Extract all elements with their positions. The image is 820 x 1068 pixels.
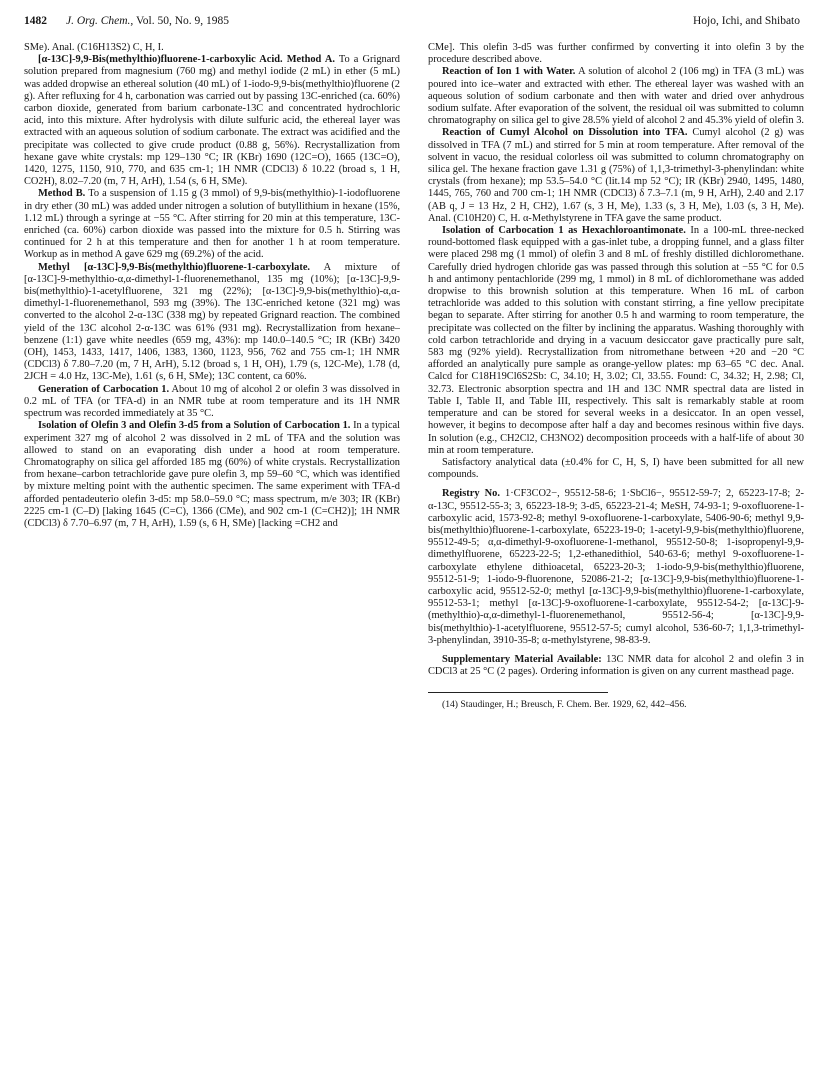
paragraph-text: SMe). Anal. (C16H13S2) C, H, I.: [24, 42, 164, 53]
footnote-rule: [428, 692, 608, 693]
left-column: [24, 42, 400, 1052]
paragraph-text: About 10 mg of alcohol 2 or olefin 3 was dissolved in 0.2 mL of TFA (or TFA-d) in an NMR tube at room temperature and its 1H NMR spectrum was recorded immediately at 35 °C.: [24, 383, 400, 420]
section-heading: Isolation of Carbocation 1 as Hexachloroantimonate.: [442, 225, 686, 237]
paragraph-spacer: [428, 481, 804, 488]
section-heading: Method B.: [38, 188, 86, 200]
running-head-authors: Hojo, Ichi, and Shibato: [693, 15, 800, 27]
right-column: [428, 42, 804, 1052]
section-heading: Methyl [α-13C]-9,9-Bis(methylthio)fluorene-1-carboxylate.: [38, 261, 311, 273]
paragraph: [24, 384, 400, 421]
volume-info: Vol. 50, No. 9, 1985: [135, 15, 230, 27]
journal-citation: [66, 14, 229, 28]
paragraph: [428, 654, 804, 678]
paragraph: [24, 42, 400, 54]
section-heading: Isolation of Olefin 3 and Olefin 3-d5 from a Solution of Carbocation 1.: [38, 420, 351, 432]
paragraph-text: In a 100-mL three-necked round-bottomed flask equipped with a gas-inlet tube, a dropping funnel, and a glass filter were placed 298 mg (1 mmol) of olefin 3 and 8 mL of freshly distilled dichloromethane. Carefully dried hydrogen chloride gas was passed through this solution at −55 °C for 0.5 h and antimony pentachloride (299 mg, 1 mmol) in 8 mL of dichloromethane was added dropwise to this brownish solution at this temperature. When 16 mL of carbon tetrachloride was added to this solution with constant stirring, a fine yellow precipitate began to separate. After stirring for another 0.5 h and warming to room temperature, the precipitate was collected on the filter by inclining the apparatus. Washing thoroughly with cold carbon tetrachloride and drying in a vacuum desiccator gave practically pure salt, 583 mg (92% yield). Recrystallization from nitromethane between +20 and −20 °C afforded an analytically pure sample as orange-yellow plates: mp 63–65 °C dec. Anal. Calcd for C18H19Cl6S2Sb: C, 34.10; H, 3.02; Cl, 33.55. Found: C, 34.32; H, 2.98; Cl, 32.73. Electronic absorption spectra and 1H and 13C NMR spectral data are listed in Table I, Table II, and Table III, respectively. This salt is remarkably stable at room temperature and can be stored for several weeks in a desiccator. In an open vessel, however, it begins to decompose after half a day and becomes resinous within five days. In solution (e.g., CH2Cl2, CH3NO2) decomposition proceeds with a half-life of about 30 min at room temperature.: [428, 225, 804, 456]
paragraph: [428, 225, 804, 457]
section-heading: [α-13C]-9,9-Bis(methylthio)fluorene-1-carboxylic Acid. Method A.: [38, 54, 335, 66]
paragraph-text: CMe]. This olefin 3-d5 was further confirmed by converting it into olefin 3 by the procedure described above.: [428, 42, 804, 66]
paragraph: [24, 188, 400, 261]
page-number: 1482: [24, 15, 47, 27]
paragraph-text: A mixture of [α-13C]-9-methylthio-α,α-dimethyl-1-fluorenemethanol, 135 mg (10%); [α-13C]-9,9-bis(methylthio)-1-acetylfluorene, 321 mg (22%); [α-13C]-9,9-bis(methylthio)-α,α-dimethyl-1-fluorenemethanol, 593 mg (39%). The 13C-enriched ketone (321 mg) was converted to the alcohol 2-α-13C (338 mg) by repeated Grignard reaction. The combined yield of the 13C alcohol 2-α-13C was 61% (931 mg). Recrystallization from hexane–benzene (1:1) gave white needles (659 mg, 43%): mp 140.0–140.5 °C; IR (KBr) 3420 (OH), 1453, 1433, 1417, 1406, 1383, 1360, 1123, 956, 762 and 755 cm-1; 1H NMR (CDCl3) δ 7.80–7.20 (m, 7 H, ArH), 5.12 (broad s, 1 H, OH), 1.79 (s, 12C-Me), 1.78 (d, 2JCH = 4.0 Hz, 13C-Me), 1.61 (s, 6 H, SMe); 13C content, ca 60%.: [24, 261, 400, 383]
section-heading: Generation of Carbocation 1.: [38, 383, 170, 395]
footnote: (14) Staudinger, H.; Breusch, F. Chem. Ber. 1929, 62, 442–456.: [442, 699, 687, 711]
paragraph-text: A solution of alcohol 2 (106 mg) in TFA (3 mL) was poured into ice–water and extracted with ether. The ethereal layer was washed with an aqueous solution of sodium carbonate and then with water and dried over anhydrous sodium sulfate. After evaporation of the solvent, the residual oil was submitted to column chromatography on silica gel to give 28.5% yield of alcohol 2 and 45.3% yield of olefin 3.: [428, 66, 804, 127]
paragraph: [428, 42, 804, 66]
section-heading: Reaction of Cumyl Alcohol on Dissolution into TFA.: [442, 127, 688, 139]
journal-name: J. Org. Chem.,: [66, 15, 134, 27]
paragraph: [24, 420, 400, 530]
paragraph: [428, 457, 804, 481]
paragraph-text: 13C NMR data for alcohol 2 and olefin 3 in CDCl3 at 25 °C (2 pages). Ordering information is given on any current masthead page.: [428, 653, 804, 678]
paragraph-text: To a Grignard solution prepared from magnesium (760 mg) and methyl iodide (2 mL) in ether (5 mL) was added dropwise an ethereal solution (40 mL) of 1-iodo-9,9-bis(methylthio)fluorene (2 g). After refluxing for 4 h, carbonation was carried out by passing 13C-enriched (ca. 60%) carbon dioxide, generated from barium carbonate-13C and concentrated hydrochloric acid, into this mixture. After hydrolysis with dilute sulfuric acid, the ethereal layer was extracted with an aqueous solution of sodium carbonate. The extract was acidified and the precipitate was collected to give crude product (0.88 g, 56%). Recrystallization from hexane gave white crystals: mp 129–130 °C; IR (KBr) 1690 (12C=O), 1665 (13C=O), 1420, 1275, 1150, 910, 770, and 635 cm-1; 1H NMR (CDCl3) δ 10.22 (broad s, 1 H, CO2H), 8.02–7.20 (m, 7 H, ArH), 1.54 (s, 6 H, SMe).: [24, 54, 400, 188]
paragraph-text: Satisfactory analytical data (±0.4% for C, H, S, I) have been submitted for all new compounds.: [428, 456, 804, 481]
paragraph-text: In a typical experiment 327 mg of alcohol 2 was dissolved in 2 mL of TFA and the solution was allowed to stand on an evaporating dish under a hood at room temperature. Chromatography on silica gel afforded 185 mg (60%) of white crystals. Recrystallization from hexane–carbon tetrachloride gave pure olefin 3, mp 59–60 °C, which was identified by mixture melting point with the authentic specimen. The same experiment with TFA-d afforded pentadeuterio olefin 3-d5: mp 58.0–59.0 °C; mass spectrum, m/e 303; IR (KBr) 2225 cm-1 (C–D) [laking 1645 (C=C), 1366 (CMe), and 902 cm-1 (C=CH2)]; 1H NMR (CDCl3) δ 7.70–6.97 (m, 7 H, ArH), 1.59 (s, 6 H, SMe) [lacking =CH2 and: [24, 420, 400, 529]
paragraph-text: Cumyl alcohol (2 g) was dissolved in TFA (7 mL) and stirred for 5 min at room temperature. After removal of the solvent in vacuo, the residual colorless oil was submitted to column chromatography on silica gel. The hexane fraction gave 1.31 g (75%) of 1,1,3-trimethyl-3-phenylindan: white crystals (from hexane); mp 53.5–54.0 °C (lit.14 mp 52 °C); IR (KBr) 2940, 1495, 1480, 1445, 765, 760 and 700 cm-1; 1H NMR (CDCl3) δ 7.3–7.1 (m, 9 H, ArH), 2.40 and 2.17 (AB q, J = 13 Hz, 2 H, CH2), 1.67 (s, 3 H, Me), 1.33 (s, 3 H, Me), 1.03 (s, 3 H, Me). Anal. (C10H20) C, H. α-Methylstyrene in TFA gave the same product.: [428, 127, 804, 224]
paragraph: [428, 488, 804, 647]
paragraph: [24, 54, 400, 188]
paragraph: [428, 66, 804, 127]
paragraph-text: 1·CF3CO2−, 95512-58-6; 1·SbCl6−, 95512-59-7; 2, 65223-17-8; 2-α-13C, 95512-55-3; 3, 65223-18-9; 3-d5, 65223-21-4; MeSH, 74-93-1; 9-oxofluorene-1-carboxylic acid, 1573-92-8; methyl 9-oxofluorene-1-carboxylate, 5406-90-6; methyl 9,9-bis(methylthio)fluorene-1-carboxylate, 65223-19-0; 1-acetyl-9,9-bis(methylthio)fluorene, 95512-49-5; α,α-dimethyl-9-oxofluorene-1-methanol, 95512-50-8; 1-isopropenyl-9,9-dimethylfluorene, 65223-22-5; 1,2-ethanedithiol, 540-63-6; methyl 9-oxofluorene-1-carboxylate ethylene dithioacetal, 65223-20-3; 1-iodo-9,9-bis(methylthio)fluorene, 95512-51-9; 1-iodo-9-fluorenone, 52086-21-2; [α-13C]-9,9-bis(methylthio)fluorene-1-carboxylic acid, 95512-52-0; methyl [α-13C]-9,9-bis(methylthio)fluorene-1-carboxylate, 95512-53-1; methyl [α-13C]-9-oxofluorene-1-carboxylate, 95512-54-2; [α-13C]-9-(methylthio)-α,α-dimethyl-1-fluorenemethanol, 95512-56-4; [α-13C]-9,9-bis(methylthio)-1-acetylfluorene, 95512-57-5; cumyl alcohol, 536-60-7; 1,1,3-trimethyl-3-phenylindan, 3910-35-8; α-methylstyrene, 98-83-9.: [428, 488, 804, 646]
section-heading: Registry No.: [442, 488, 500, 500]
journal-page: [20, 14, 804, 1054]
paragraph: [24, 262, 400, 384]
paragraph-text: To a suspension of 1.15 g (3 mmol) of 9,9-bis(methylthio)-1-iodofluorene in dry ether (30 mL) was added under nitrogen a solution of butyllithium in hexane (15%, 1.12 mL) through a syringe at −55 °C. After stirring for 20 min at this temperature, 13C-enriched (ca. 60%) carbon dioxide was passed into the mixture for 0.5 h. Stirring was continued for 2 h at this temperature and then for another 1 h at room temperature. Workup as in method A gave 629 mg (69.2%) of the acid.: [24, 188, 400, 261]
running-head: [20, 14, 804, 30]
paragraph: [428, 127, 804, 225]
section-heading: Supplementary Material Available:: [442, 653, 602, 665]
paragraph-spacer: [428, 647, 804, 654]
section-heading: Reaction of Ion 1 with Water.: [442, 66, 576, 78]
